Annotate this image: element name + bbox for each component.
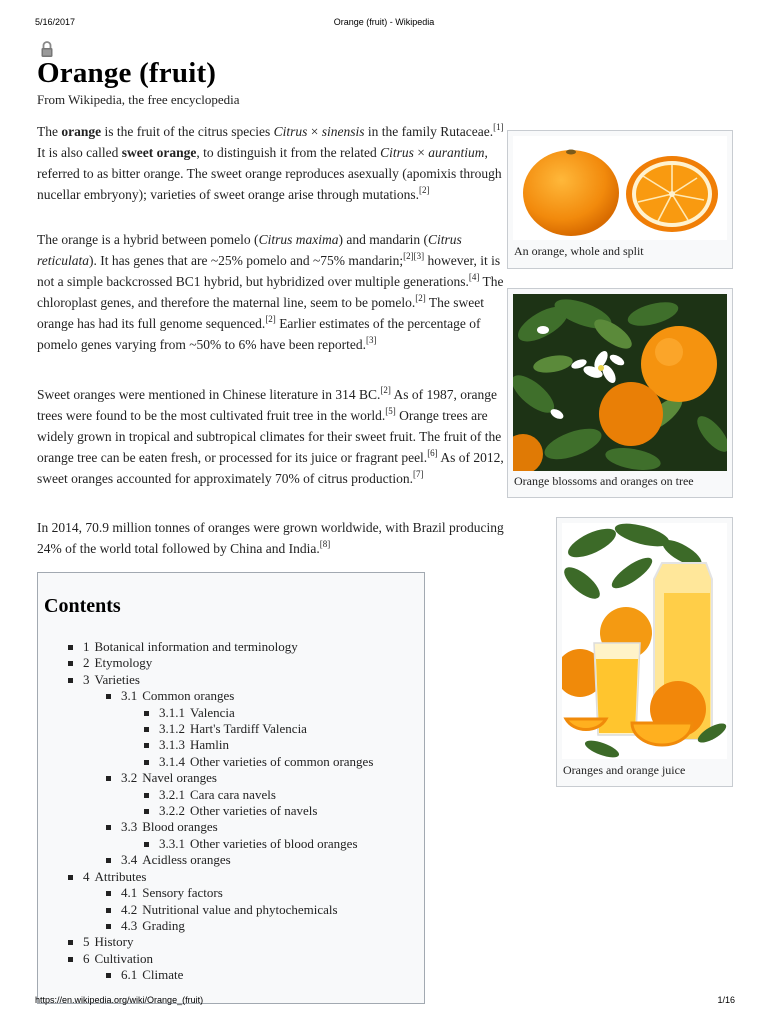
paragraph-text: The [37,124,62,139]
toc-number: 1 [83,639,90,654]
toc-label: Botanical information and terminology [94,639,298,654]
bullet-icon [144,727,149,732]
image-caption: An orange, whole and split [514,244,644,258]
toc-item[interactable] [38,705,373,721]
toc-number: 6 [83,950,90,966]
intro-paragraph-3 [37,384,511,489]
paragraph-text: ). It has genes that are ~25% pomelo and ~75% mandarin; [89,253,404,268]
toc-item[interactable] [38,655,373,671]
citation-link[interactable]: [2] [265,314,276,324]
toc-label: Cultivation [94,950,153,966]
bold-term: orange [61,124,102,139]
print-page-number: 1/16 [717,995,735,1005]
toc-item[interactable] [38,688,373,704]
paragraph-text: The chloroplast genes, and therefore the maternal line, seem to be pomelo. [37,274,504,310]
toc-label: Nutritional value and phytochemicals [142,901,338,917]
toc-number: 3.2.2 [159,803,185,819]
toc-title: Contents [44,595,121,617]
bullet-icon [106,825,111,830]
toc-item[interactable] [38,639,373,655]
citation-link[interactable]: [7] [413,469,424,479]
print-url: https://en.wikipedia.org/wiki/Orange_(fruit) [35,995,204,1005]
orange-blossoms-image[interactable] [513,294,727,471]
toc-item[interactable] [38,803,373,819]
toc-number: 5 [83,934,90,950]
toc-label: Varieties [94,671,140,687]
toc-label: Grading [142,917,185,933]
toc-item[interactable] [38,869,373,885]
bullet-icon [106,776,111,781]
paragraph-text: × [307,124,322,139]
print-page-title: Orange (fruit) - Wikipedia [333,17,435,27]
toc-number: 3.4 [121,852,138,868]
toc-number: 3.1.1 [159,704,185,720]
bullet-icon [106,891,111,896]
toc-label: Attributes [94,868,147,884]
citation-link[interactable]: [2] [380,385,391,395]
toc-number: 3.1 [121,688,138,704]
toc-number: 4.1 [121,885,138,901]
paragraph-text: Earlier estimates of the percentage of pomelo genes varying from ~50% to 6% have been reported. [37,316,481,352]
intro-paragraph-2 [37,229,511,355]
toc-item[interactable] [38,819,373,835]
bullet-icon [106,858,111,863]
toc-label: Sensory factors [142,885,223,901]
citation-link[interactable]: [2] [403,251,414,261]
toc-label: Other varieties of navels [190,803,318,819]
toc-item[interactable] [38,721,373,737]
citation-link[interactable]: [2] [415,293,426,303]
toc-item[interactable] [38,885,373,901]
toc-item[interactable] [38,967,373,983]
bullet-icon [144,809,149,814]
toc-number: 3.1.4 [159,753,185,769]
page-title: Orange (fruit) [37,57,217,89]
paragraph-text: It is also called [37,145,122,160]
bullet-icon [144,711,149,716]
paragraph-text: × [413,145,429,160]
paragraph-text: The sweet orange has had its full genome sequenced. [37,295,484,331]
toc-number: 3.1.3 [159,737,185,753]
toc-item[interactable] [38,934,373,950]
bullet-icon [68,957,73,962]
paragraph-text: In 2014, 70.9 million tonnes of oranges were grown worldwide, with Brazil producing 24% of the world total followed by China and India. [37,520,504,556]
bullet-icon [68,875,73,880]
toc-item[interactable] [38,918,373,934]
table-of-contents [37,572,425,1004]
toc-item[interactable] [38,672,373,688]
citation-link[interactable]: [1] [493,122,504,132]
orange-juice-image[interactable] [562,523,727,759]
citation-link[interactable]: [6] [427,448,438,458]
toc-number: 4.2 [121,901,138,917]
citation-link[interactable]: [3] [365,335,377,345]
bullet-icon [106,694,111,699]
thumbnail-blossoms [507,288,733,498]
paragraph-text: The orange is a hybrid between pomelo ( [37,232,259,247]
bullet-icon [68,940,73,945]
bullet-icon [106,973,111,978]
paragraph-text: As of 1987, orange trees were found to be the most cultivated fruit tree in the world. [37,387,498,423]
italic-term: Citrus reticulata [37,232,462,268]
toc-number: 4 [83,868,90,884]
toc-label: Other varieties of common oranges [190,753,374,769]
italic-term: aurantium [428,145,485,160]
italic-term: Citrus [380,145,414,160]
print-date: 5/16/2017 [35,17,76,27]
paragraph-text: ) and mandarin ( [338,232,429,247]
toc-number: 2 [83,655,90,671]
toc-label: Blood oranges [142,819,218,835]
toc-label: History [94,934,134,950]
bold-term: sweet orange [121,145,197,160]
toc-item[interactable] [38,754,373,770]
toc-item[interactable] [38,951,373,967]
toc-label: Etymology [94,655,153,671]
toc-item[interactable] [38,902,373,918]
intro-paragraph-1 [37,121,511,205]
thumbnail-whole-and-split [507,130,733,269]
italic-term: Citrus maxima [258,232,339,247]
paragraph-text: , to distinguish it from the related [196,145,381,160]
paragraph-text: , referred to as bitter orange. The sweet orange reproduces asexually (apomixis through nucellar embryony); varieties of sweet orange arise through mutations. [37,145,502,202]
toc-number: 3 [83,671,90,687]
toc-item[interactable] [38,836,373,852]
image-caption: Orange blossoms and oranges on tree [514,474,694,488]
page-subtitle: From Wikipedia, the free encyclopedia [37,92,240,107]
toc-label: Cara cara navels [190,786,276,802]
paragraph-text: As of 2012, sweet oranges accounted for approximately 70% of citrus production. [37,450,504,486]
toc-item[interactable] [38,770,373,786]
bullet-icon [106,908,111,913]
toc-number: 3.1.2 [159,721,185,737]
paragraph-text: however, it is not a simple backcrossed BC1 hybrid, but hybridized over multiple generations. [37,253,501,289]
toc-number: 3.3 [121,819,138,835]
paragraph-text: Orange trees are widely grown in tropical and subtropical climates for their sweet fruit. The fruit of the orange tree can be eaten fresh, or processed for its juice or fragrant peel. [37,408,502,465]
toc-number: 6.1 [121,967,138,983]
lock-icon [40,40,54,58]
toc-label: Hamlin [190,737,229,753]
bullet-icon [144,760,149,765]
citation-link[interactable]: [3] [413,251,425,261]
intro-paragraph-4 [37,517,511,559]
citation-link[interactable]: [2] [419,185,430,195]
toc-number: 4.3 [121,917,138,933]
toc-item[interactable] [38,737,373,753]
thumbnail-juice [556,517,733,787]
toc-number: 3.2 [121,770,138,786]
paragraph-text: Sweet oranges were mentioned in Chinese literature in 314 BC. [37,387,381,402]
citation-link[interactable]: [8] [319,539,331,549]
bullet-icon [68,645,73,650]
bullet-icon [68,661,73,666]
italic-term: Citrus [273,124,308,139]
toc-number: 3.2.1 [159,786,185,802]
toc-label: Navel oranges [142,770,217,786]
bullet-icon [106,924,111,929]
toc-label: Acidless oranges [142,852,231,868]
paragraph-text: in the family Rutaceae. [364,124,494,139]
bullet-icon [68,678,73,683]
toc-item[interactable] [38,787,373,803]
toc-list [38,639,373,984]
citation-link[interactable]: [4] [468,272,480,282]
toc-label: Other varieties of blood oranges [190,835,358,851]
italic-term: sinensis [321,124,365,139]
toc-label: Hart's Tardiff Valencia [190,721,307,737]
orange-whole-split-image[interactable] [513,136,727,240]
toc-number: 3.3.1 [159,835,185,851]
citation-link[interactable]: [5] [385,406,396,416]
bullet-icon [144,842,149,847]
toc-label: Climate [142,967,184,983]
paragraph-text: is the fruit of the citrus species [101,124,274,139]
toc-label: Valencia [190,704,235,720]
image-caption: Oranges and orange juice [563,763,686,777]
bullet-icon [144,793,149,798]
toc-item[interactable] [38,852,373,868]
toc-label: Common oranges [142,688,235,704]
bullet-icon [144,743,149,748]
